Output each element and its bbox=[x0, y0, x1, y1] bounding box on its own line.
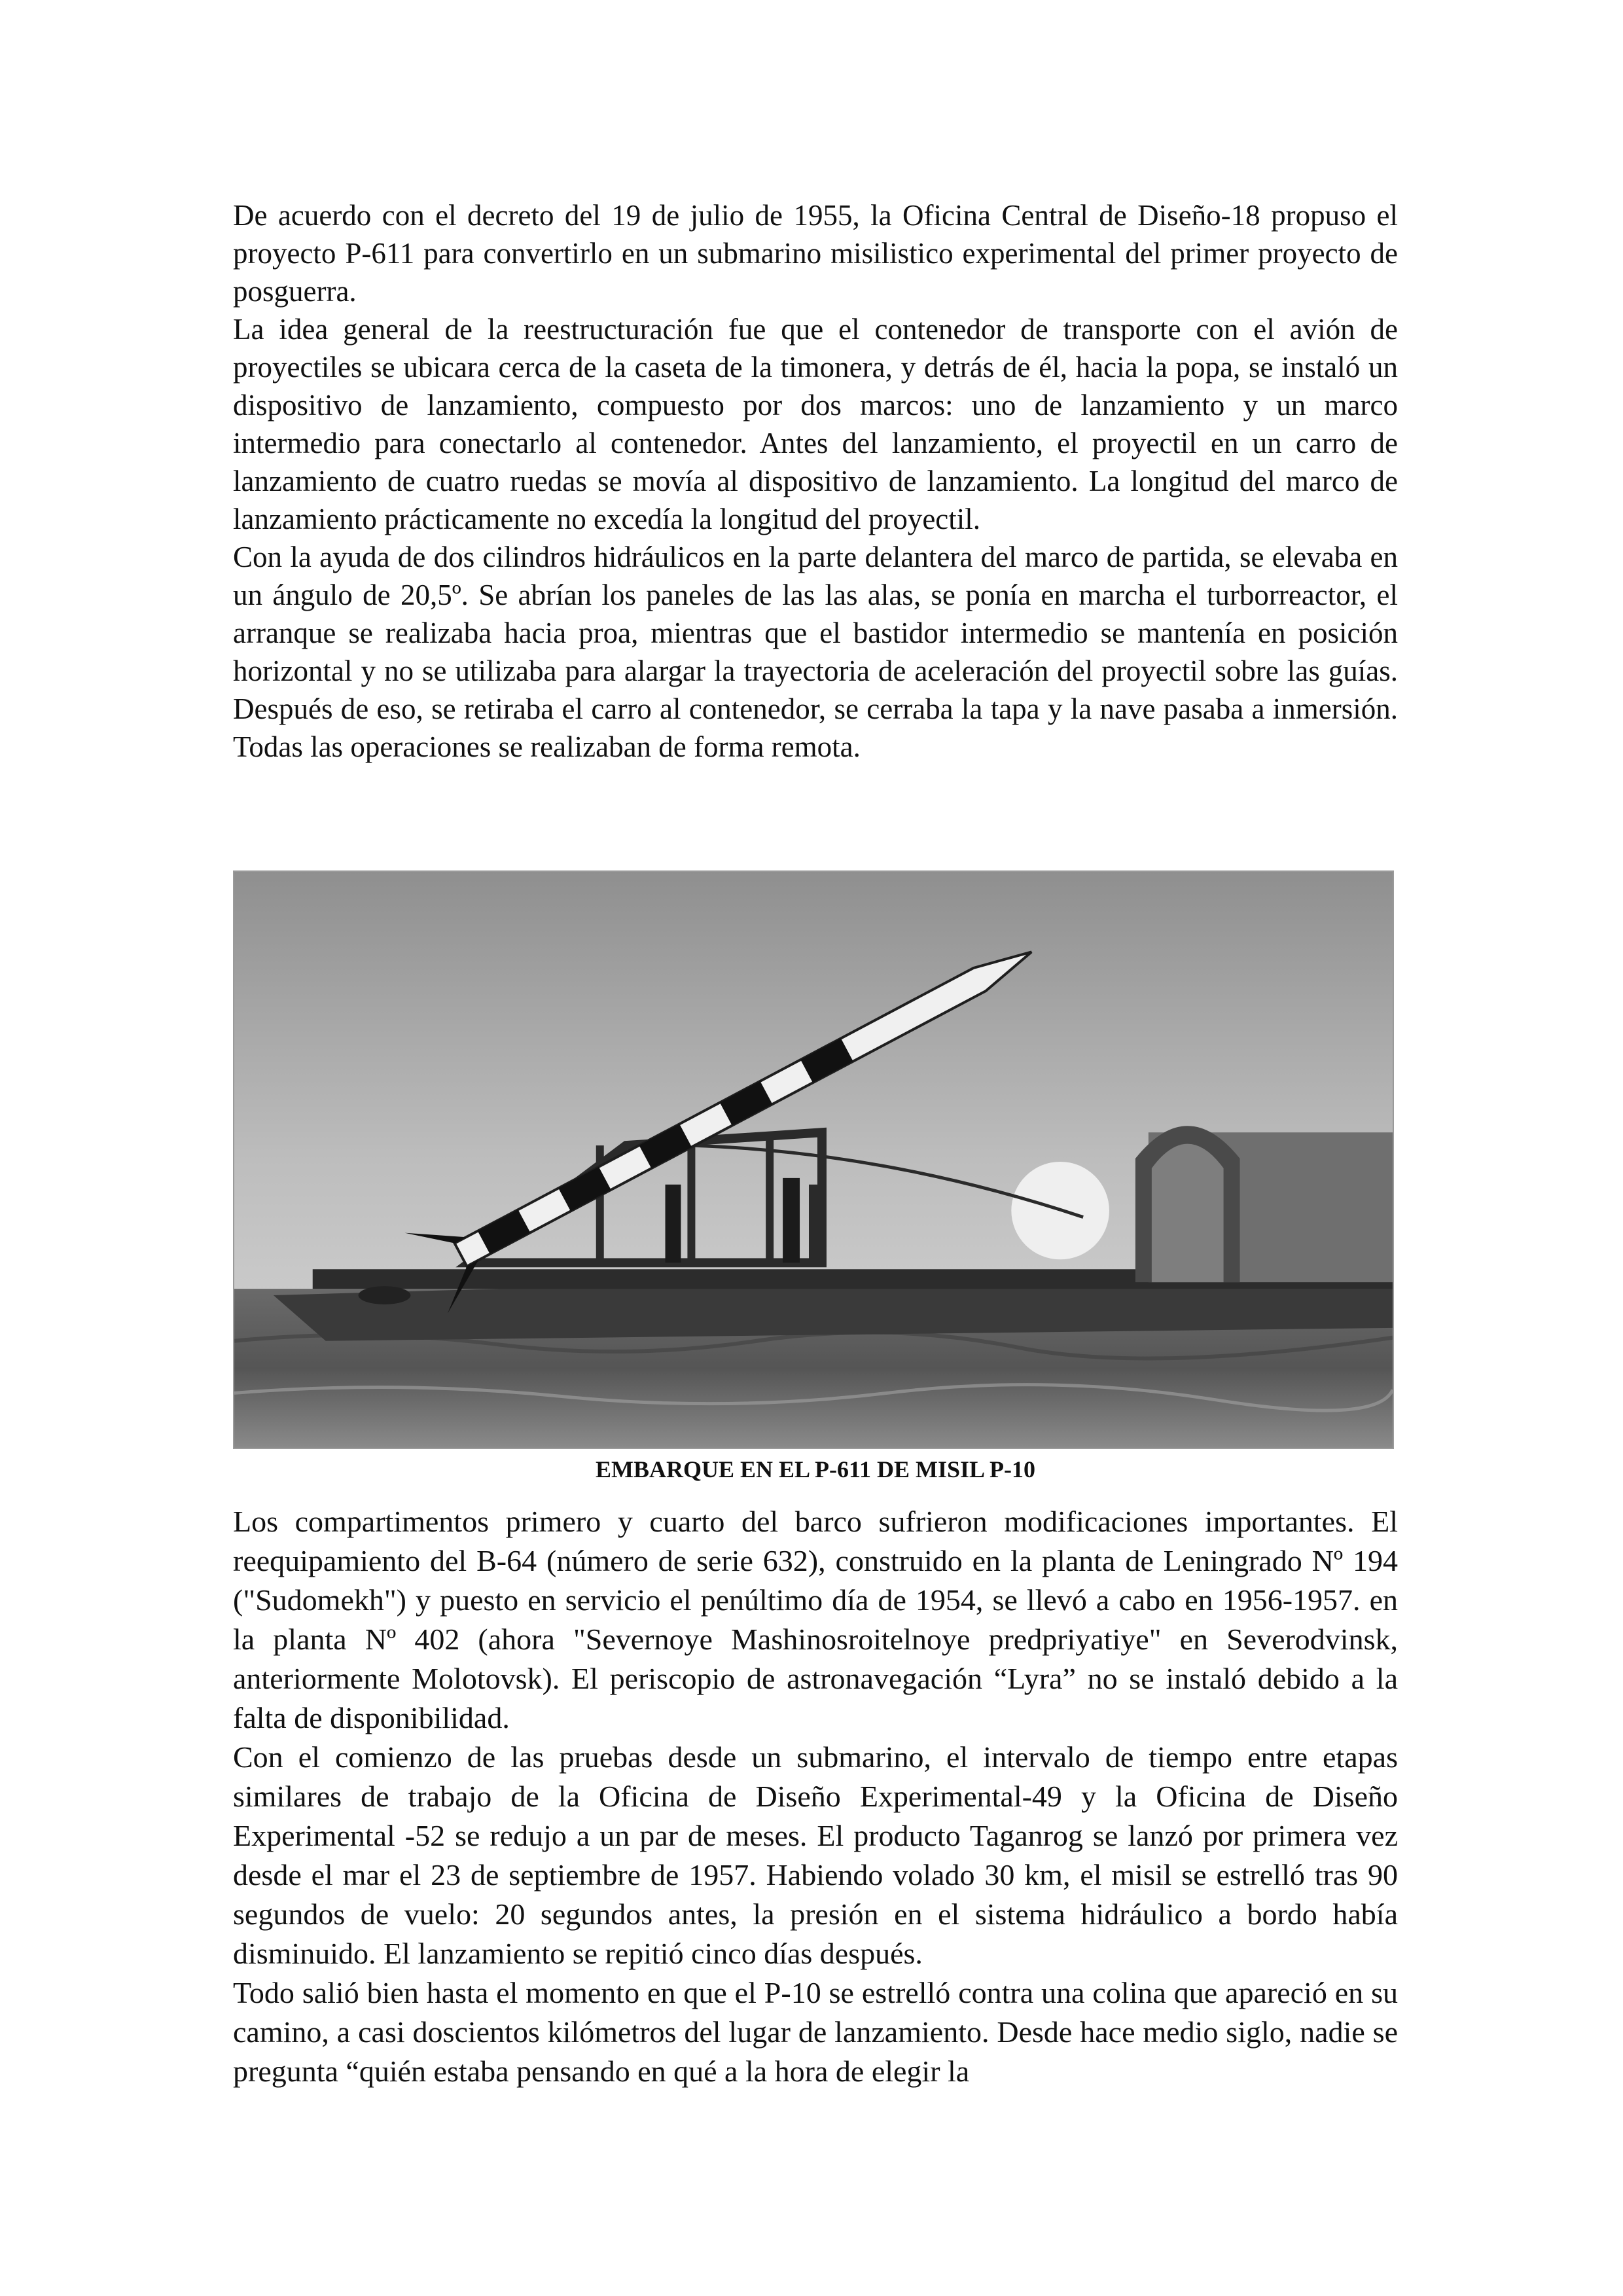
photo-illustration bbox=[234, 872, 1393, 1448]
small-boat bbox=[359, 1286, 411, 1304]
paragraph: Con la ayuda de dos cilindros hidráulicos en la parte delantera del marco de partida, se elevaba en un ángulo de 20,5º. Se abrían los paneles de las las alas, se ponía en marcha el turborreactor, el arranque se realizaba hacia proa, mientras que el bastidor intermedio se mantenía en posición horizontal y no se utilizaba para alargar la trayectoria de aceleración del proyectil sobre las guías. Después de eso, se retiraba el carro al contenedor, se cerraba la tapa y la nave pasaba a inmersión. Todas las operaciones se realizaban de forma remota. bbox=[233, 541, 1398, 763]
paragraph: Todo salió bien hasta el momento en que el P-10 se estrelló contra una colina que apareció en su camino, a casi doscientos kilómetros del lugar de lanzamiento. Desde hace medio siglo, nadie se pregunta “quién estaba pensando en qué a la hora de elegir la bbox=[233, 1976, 1398, 2088]
paragraph: De acuerdo con el decreto del 19 de julio de 1955, la Oficina Central de Diseño-18 propuso el proyecto P-611 para convertirlo en un submarino misilistico experimental del primer proyecto de posguerra. bbox=[233, 199, 1398, 308]
paragraph: Con el comienzo de las pruebas desde un submarino, el intervalo de tiempo entre etapas similares de trabajo de la Oficina de Diseño Experimental-49 y la Oficina de Diseño Experimental -52 se redujo a un par de meses. El producto Taganrog se lanzó por primera vez desde el mar el 23 de septiembre de 1957. Habiendo volado 30 km, el misil se estrelló tras 90 segundos de vuelo: 20 segundos antes, la presión en el sistema hidráulico a bordo había disminuido. El lanzamiento se repitió cinco días después. bbox=[233, 1740, 1398, 1970]
paragraph: La idea general de la reestructuración fue que el contenedor de transporte con el avión de proyectiles se ubicara cerca de la caseta de la timonera, y detrás de él, hacia la popa, se instaló un dispositivo de lanzamiento, compuesto por dos marcos: uno de lanzamiento y un marco intermedio para conectarlo al contenedor. Antes del lanzamiento, el proyectil en un carro de lanzamiento de cuatro ruedas se movía al dispositivo de lanzamiento. La longitud del marco de lanzamiento prácticamente no excedía la longitud del proyectil. bbox=[233, 313, 1398, 535]
crew-figure bbox=[666, 1185, 681, 1263]
crew-figure bbox=[809, 1185, 825, 1263]
crew-figure bbox=[783, 1178, 800, 1263]
paragraph: Los compartimentos primero y cuarto del barco sufrieron modificaciones importantes. El reequipamiento del B-64 (número de serie 632), construido en la planta de Leningrado Nº 194 ("Sudomekh") y puesto en servicio el penúltimo día de 1954, se llevó a cabo en 1956-1957. en la planta Nº 402 (ahora "Severnoye Mashinosroitelnoye predpriyatiye" en Severodvinsk, anteriormente Molotovsk). El periscopio de astronavegación “Lyra” no se instaló debido a la falta de disponibilidad. bbox=[233, 1505, 1398, 1734]
submarine-missile-photo bbox=[233, 870, 1394, 1449]
bottom-text-block bbox=[233, 1502, 1398, 2091]
figure-caption: EMBARQUE EN EL P-611 DE MISIL P-10 bbox=[595, 1456, 1036, 1482]
top-text-block bbox=[233, 196, 1398, 766]
